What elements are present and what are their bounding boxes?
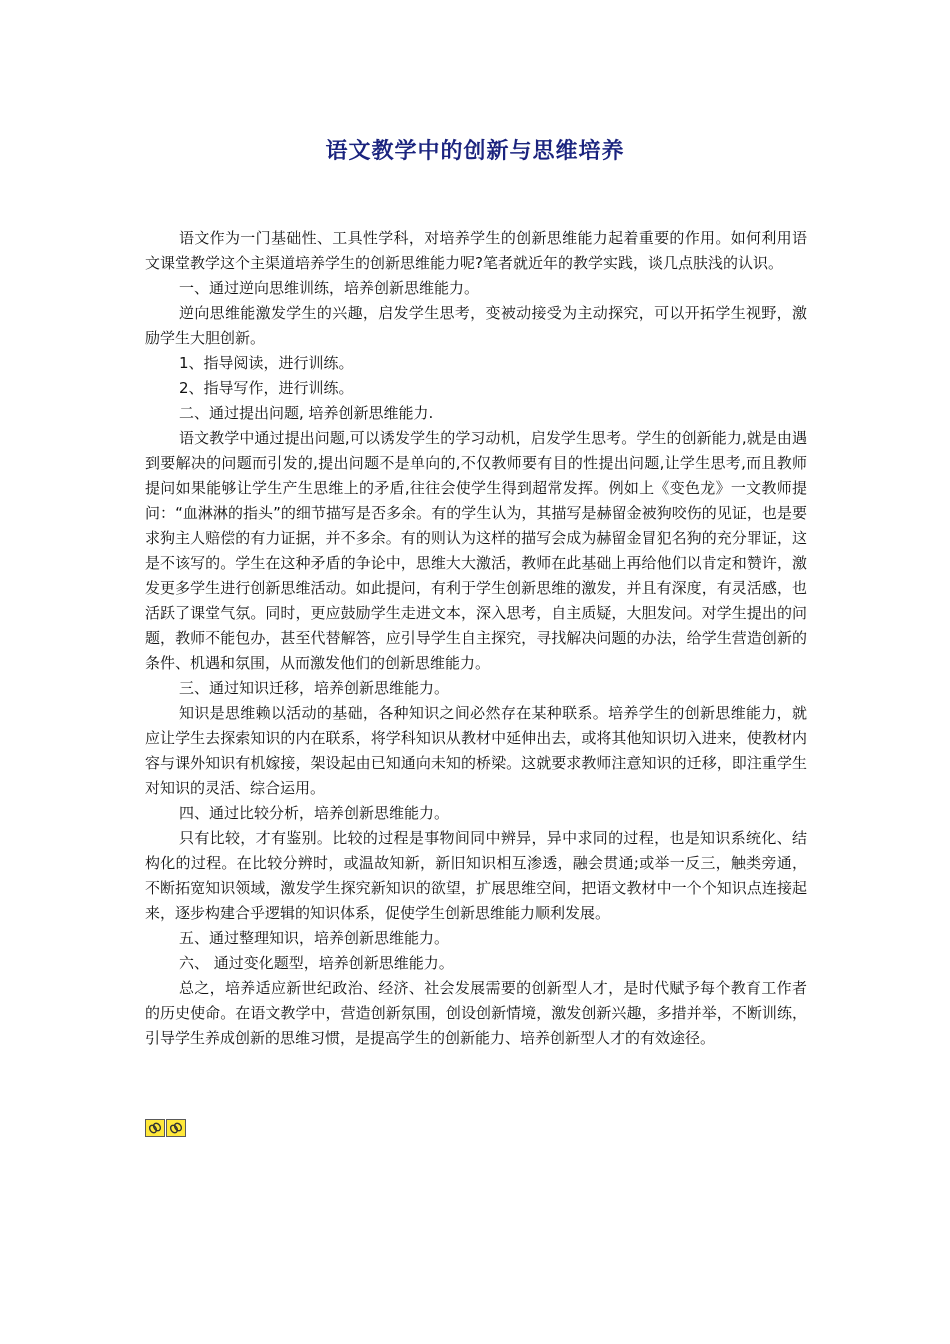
- intro-paragraph: 语文作为一门基础性、工具性学科，对培养学生的创新思维能力起着重要的作用。如何利用语文课堂教学这个主渠道培养学生的创新思维能力呢?笔者就近年的教学实践，谈几点肤浅的认识。: [145, 229, 807, 272]
- paragraph: 只有比较，才有鉴别。比较的过程是事物间同中辨异，异中求同的过程，也是知识系统化、结构化的过程。在比较分辨时，或温故知新，新旧知识相互渗透，融会贯通;或举一反三，触类旁通，不断拓宽知识领域，激发学生探究新知识的欲望，扩展思维空间，把语文教材中一个个知识点连接起来，逐步构建合乎逻辑的知识体系，促使学生创新思维能力顺利发展。: [145, 829, 807, 922]
- section-heading-3: 三、通过知识迁移，培养创新思维能力。: [179, 679, 450, 697]
- section-heading-1: 一、通过逆向思维训练，培养创新思维能力。: [179, 279, 480, 297]
- document-title: 语文教学中的创新与思维培养: [325, 139, 625, 164]
- section-heading-4: 四、通过比较分析，培养创新思维能力。: [179, 804, 450, 822]
- conclusion-paragraph: 总之，培养适应新世纪政治、经济、社会发展需要的创新型人才，是时代赋予每个教育工作者的历史使命。在语文教学中，营造创新氛围，创设创新情境，激发创新兴趣，多措并举，不断训练，引导学生养成创新的思维习惯，是提高学生的创新能力、培养创新型人才的有效途径。: [145, 979, 807, 1047]
- document-body: [145, 226, 807, 1051]
- section-heading-2: 二、通过提出问题, 培养创新思维能力.: [179, 404, 434, 422]
- paragraph: 语文教学中通过提出问题,可以诱发学生的学习动机，启发学生思考。学生的创新能力,就是由遇到要解决的问题而引发的,提出问题不是单向的,不仅教师要有目的性提出问题,让学生思考,而且教师提问如果能够让学生产生思维上的矛盾,往往会使学生得到超常发挥。例如上《变色龙》一文教师提问：“血淋淋的指头”的细节描写是否多余。有的学生认为，其描写是赫留金被狗咬伤的见证，也是要求狗主人赔偿的有力证据，并不多余。有的则认为这样的描写会成为赫留金冒犯名狗的充分罪证，这是不该写的。学生在这种矛盾的争论中，思维大大激活，教师在此基础上再给他们以肯定和赞许，激发更多学生进行创新思维活动。如此提问，有利于学生创新思维的激发，并且有深度，有灵活感，也活跃了课堂气氛。同时，更应鼓励学生走进文本，深入思考，自主质疑，大胆发问。对学生提出的问题，教师不能包办，甚至代替解答，应引导学生自主探究，寻找解决问题的办法，给学生营造创新的条件、机遇和氛围，从而激发他们的创新思维能力。: [145, 429, 807, 672]
- section-heading-6: 六、 通过变化题型，培养创新思维能力。: [179, 954, 454, 972]
- paragraph: 逆向思维能激发学生的兴趣，启发学生思考，变被动接受为主动探究，可以开拓学生视野，激励学生大胆创新。: [145, 304, 807, 347]
- link-icon[interactable]: [145, 1119, 165, 1137]
- link-icons: [145, 1119, 186, 1139]
- paragraph: 知识是思维赖以活动的基础，各种知识之间必然存在某种联系。培养学生的创新思维能力，就应让学生去探索知识的内在联系，将学科知识从教材中延伸出去，或将其他知识切入进来，使教材内容与课外知识有机嫁接，架设起由已知通向未知的桥梁。这就要求教师注意知识的迁移，即注重学生对知识的灵活、综合运用。: [145, 704, 807, 797]
- list-item: 1、指导阅读，进行训练。: [179, 354, 354, 372]
- list-item: 2、指导写作，进行训练。: [179, 379, 354, 397]
- section-heading-5: 五、通过整理知识，培养创新思维能力。: [179, 929, 450, 947]
- link-icon[interactable]: [166, 1119, 186, 1137]
